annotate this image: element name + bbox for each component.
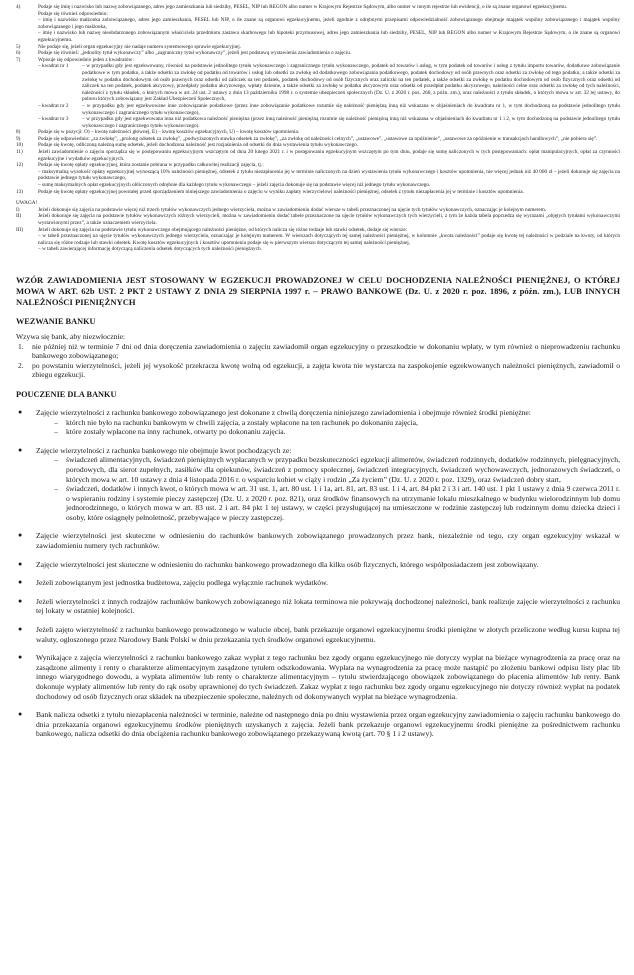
pouczenie-bullet — [16, 408, 620, 437]
dash-icon: – — [54, 417, 58, 427]
pouczenie-bullet — [16, 597, 620, 616]
uwaga-text: Jeżeli dokonuje się zajęcia na podstawie tytułów wykonawczych różnych wierzycieli, można w zawiadomieniu dodać tabele przeznaczone na ujęcie tytułów wykonawczych tych wierzycieli, z tym że każda tabela poprzedza się wyrazami „objętych tytułami wykonawczymi wystawionymi przez”, a także oznaczeniem wierzyciela. — [38, 213, 620, 226]
uwaga-number: I) — [16, 206, 20, 213]
sub-item — [36, 418, 620, 428]
footnote-text: Podaje się kwotę, odliczoną należną sumę odsetek, jeżeli dochodzona należność jest rozjaśnienia od odsetki do dnia wystawienia tytułu wykonawczego. — [38, 142, 359, 149]
bullet-text: Zajęcie wierzytelności z rachunku bankowego zobowiązanego jest dokonane z chwilą doręczenia niniejszego zawiadomienia i obejmuje również środki pieniężne: — [36, 407, 531, 417]
bullet-icon: ● — [18, 407, 23, 416]
bullet-icon: ● — [18, 559, 23, 568]
kwadrat-text: – w przypadku gdy jest egzekwowane inne zobowiązanie podatkowe (przez inne zobowiązanie podatkowe rozumie się należność pieniężną inną niż wskazana w objaśnieniach do kwadratu nr 1, w tym dochodzoną na podstawie jednolitego tytułu wykonawczego i zagranicznego tytułu wykonawczego), — [82, 102, 620, 116]
footnote-text: Podaje się kwotę opłaty egzekucyjnej, która zostanie pobrana w przypadku całkowitej realizacji zajęcia, tj.: — [38, 162, 264, 169]
wezwanie-section — [16, 332, 620, 380]
wezwanie-item — [16, 361, 620, 380]
document-page — [16, 4, 620, 739]
sub-item-text: świadczeń, dodatków i innych kwot, o których mowa w art. 31 ust. 1, art. 80 ust. 1 i 1a, art. 81, art. 83 ust. 1 i 4, art. 84 pkt 2 i 3 i art. 140 ust. 1 pkt 1 ustawy z dnia 9 czerwca 2011 r. o wspieraniu rodziny i systemie pieczy zastępczej (Dz. U. z 2020 r. poz. 821), oraz środków finansowych na utrzymanie lokalu mieszkalnego w budynku wielorodzinnym lub domu jednorodzinnego, o których mowa w art. 83 ust. 2 i art. 84 pkt 1 tej ustawy, w części przysługującej na umieszczone w rodzinie zastępczej lub rodzinnym domu dziecka dzieci i osoby, które osiągnęły pełnoletność, przebywające w pieczy zastępczej. — [66, 484, 620, 522]
bullet-text: Jeżeli zajęto wierzytelność z rachunku bankowego prowadzonego w walucie obcej, bank przekazuje organowi egzekucyjnemu środki pieniężne w złotych przeliczone według kursu kupna tej waluty, ogłoszonego przez Narodowy Bank Polski w dniu przekazania tych środków organowi egzekucyjnemu. — [36, 625, 620, 644]
footnote-text: Podaje się również: „jednolity tytuł wykonawczy” albo „zagraniczny tytuł wykonawczy”, jeżeli jest podstawą wystawienia zawiadomienia o zajęciu. — [38, 50, 352, 57]
footnote-number: 4) — [16, 4, 21, 10]
footnote-item — [16, 129, 620, 136]
footnote-number: 6) — [16, 50, 21, 57]
footnote-number: 12) — [16, 162, 23, 169]
pouczenie-bullet — [16, 531, 620, 550]
dash-icon: – — [54, 484, 58, 494]
footnote-text: Podaje się w pozycji: O) – kwotę należności głównej, E) – kwotę kosztów egzekucyjnych, U) – kwotę kosztów upomnienia. — [38, 129, 300, 136]
pouczenie-bullet — [16, 560, 620, 570]
bullet-icon: ● — [18, 653, 23, 662]
pouczenie-section — [16, 408, 620, 739]
bullet-text: Zajęcie wierzytelności jest skuteczne w odniesieniu do rachunków bankowych zobowiązanego prowadzonych przez bank, niezależnie od tego, czy organ egzekucyjny wskazał w zawiadomieniu numery tych rachunków. — [36, 531, 620, 551]
kwadrat-item — [16, 103, 620, 116]
sub-item — [36, 455, 620, 484]
uwaga-heading: UWAGA! — [16, 200, 38, 207]
kwadrat-item — [16, 63, 620, 103]
uwaga-subtext: – w tabeli zawierającej informację dotyczącą naliczenia odsetek dotyczących tych należności pieniężnych. — [38, 246, 262, 253]
footnote-item — [16, 50, 620, 57]
kwadrat-label: – kwadrat nr 1 — [38, 63, 69, 70]
bullet-icon: ● — [18, 578, 23, 587]
footnote-subtext: – imię i nazwisko lub nazwę nieobdarzonego zobowiązanym właściciela przedmiotu zastawu skarbowego lub hipoteki przymusowej, adres jego zamieszkania lub siedziby, PESEL, NIP lub REGON albo numer w Krajowym Rejestrze Sądowym, o ile znane są organowi egzekucyjnemu. — [38, 30, 620, 43]
pouczenie-bullet — [16, 625, 620, 644]
footnote-item — [16, 57, 620, 64]
footnote-number: 7) — [16, 56, 21, 63]
footnotes — [16, 4, 620, 253]
wezwanie-title: WEZWANIE BANKU — [16, 316, 96, 326]
footnote-number: 8) — [16, 129, 21, 136]
sub-item-text: świadczeń alimentacyjnych, świadczeń pieniężnych wypłacanych w przypadku bezskuteczności egzekucji alimentów, świadczeń rodzinnych, dodatków rodzinnych, pielęgnacyjnych, porodowych, dla sierot zupełnych, zasiłków dla opiekunów, świadczeń z pomocy społecznej, świadczeń integracyjnych, świadczeń wychowawczych, jednorazowych świadczeń, o których mowa w art. 10 ustawy z dnia 4 listopada 2016 r. o wsparciu kobiet w ciąży i rodzin „Za życiem” (Dz. U. z 2020 r. poz. 1329), oraz świadczeń dobry start, — [66, 455, 620, 484]
footnote-number: 9) — [16, 135, 21, 142]
footnote-text: Podaje się imię i nazwisko lub nazwę zobowiązanego, adres jego zamieszkania lub siedziby, PESEL, NIP lub REGON albo numer w Krajowym Rejestrze Sądowym, albo numer w innym rejestrze lub ewidencji, o ile są znane organowi egzekucyjnemu. — [38, 4, 568, 10]
bullet-text: Wynikające z zajęcia wierzytelności z rachunku bankowego zakaz wypłat z tego rachunku bez zgody organu egzekucyjnego nie dotyczy wypłat na bieżące wynagrodzenia za pracę oraz na zasądzone alimenty i renty o charakterze alimentacyjnym zasądzone tytułem odszkodowania. Wypłata na wynagrodzenia za pracę może nastąpić po złożeniu bankowi odpisu listy płac lib innego wiarygodnego dowodu, a wypłata alimentów lub renty o charakterze alimentacyjnym – tytułu stwierdzającego obowiązek zobowiązanego do płacenia alimentów lub renty. Bank dokonuje wypłaty alimentów lub renty do rąk osoby uprawnionej do tych świadczeń. Zakaz wypłat z tego rachunku bez zgody organu egzekucyjnego nie dotyczy również wypłat na podatek dochodowy od osób fizycznych oraz składek na ubezpieczenie społeczne, należnych od dokonywanych wypłat na bieżące wynagrodzenia. — [36, 653, 620, 701]
wezwanie-number: 1. — [18, 341, 24, 351]
bullet-text: Bank nalicza odsetki z tytułu niezapłacenia należności w terminie, należne od następnego dnia po dniu wystawienia przez organ egzekucyjny zawiadomienia o zajęciu rachunku bankowego do dnia przekazania organowi egzekucyjnemu środków pieniężnych uzyskanych z zajęcia. Jeżeli bank przekazuje organowi egzekucyjnemu środki pieniężne za pośrednictwem rachunku bankowego, nalicza odsetki do dnia obciążenia rachunku bankowego zobowiązanego przekazywaną kwotą (art. 70 § 1 i 2 ustawy). — [36, 710, 620, 739]
footnote-text: Podaje się odpowiednio: „za zwłokę”, „prolong odsetek za zwłokę”, „podwyższonych stawka odsetek za zwłokę”, „za zwłokę od należności celnych”, „ustawowe”, „ustawowe za opóźnienie”, „ustawowe za opóźnienie w transakcjach handlowych”, „nie pobiera się”. — [38, 135, 598, 142]
bullet-text: Zajęcie wierzytelności jest skuteczne w odniesieniu do rachunku bankowego prowadzonego dla kilku osób fizycznych, którego współposiadaczem jest zobowiązany. — [36, 559, 539, 569]
footnote-item — [16, 149, 620, 162]
pouczenie-bullet — [16, 578, 620, 588]
dash-icon: – — [54, 455, 58, 465]
footnote-item — [16, 162, 620, 169]
wezwanie-text: po powstaniu wierzytelności, jeżeli jej wysokość przekracza kwotę wolną od egzekucji, a zajęta kwota nie wystarcza na zaspokojenie egzekwowanych należności pieniężnych, zawiadomił o zbiegu egzekucji. — [32, 360, 620, 380]
footnote-number: 11) — [16, 149, 23, 156]
kwadrat-label: – kwadrat nr 3 — [38, 116, 69, 123]
uwaga-subtext: – w tabeli przeznaczonej na ujęcie tytułów wykonawczych jednego wierzyciela, oznaczając je kolejnym numerem. W wierszach dotyczących tej samej należności pieniężnej, w kolumnie „kwota należności” podaje się kwotę tej należności w podziale na kwoty, od których nalicza się różne rodzaje lub stawki odsetek. Kwotę kosztów egzekucyjnych i kosztów upomnienia podaje się w pierwszym wierszu dotyczącym tej samej należności pieniężnej, — [38, 233, 620, 246]
uwaga-number: II) — [16, 213, 22, 220]
footnote-number: 13) — [16, 188, 23, 195]
uwaga-text: Jeżeli dokonuje się zajęcia na podstawie tytułu wykonawczego obejmującego należności pieniężne, od których nalicza się różne rodzaje lub stawki odsetek, dodaje się wiersze: — [38, 226, 408, 233]
pouczenie-title: POUCZENIE DLA BANKU — [16, 389, 117, 399]
bullet-icon: ● — [18, 445, 23, 454]
pouczenie-bullet — [16, 446, 620, 523]
dash-icon: – — [54, 427, 58, 437]
footnote-number: 5) — [16, 43, 21, 50]
bullet-text: Jeżeli zobowiązanym jest jednostka budżetowa, zajęciu podlega wyłącznie rachunek wydatków. — [36, 578, 328, 588]
wezwanie-number: 2. — [18, 360, 24, 370]
sub-item-text: którch nie było na rachunku bankowym w chwili zajęcia, a zostały wpłacone na ten rachunek po dokonaniu zajęcia, — [66, 417, 418, 427]
wezwanie-text: nie później niż w terminie 7 dni od dnia doręczenia zawiadomienia o zajęciu zawiadomił organ egzekucyjny o przeszkodzie w dokonaniu wpłaty, w tym również o nieprowadzeniu rachunku bankowego zobowiązanego; — [32, 341, 620, 361]
footnote-subtext: – imię i nazwisko małżonka zobowiązanego, adres jego zamieszkania, PESEL lub NIP, o ile znane są organowi egzekucyjnemu, jeżeli zgodnie z odrębnymi przepisami odpowiedzialność zobowiązanego obejmuje majątek wspólny zobowiązanego i majątek wspólny zobowiązanego i jego małżonka, — [38, 17, 620, 30]
footnote-subtext: – sumę maksymalnych opłat egzekucyjnych obliczonych odrębnie dla każdego tytułu wykonawczego – jeżeli zajęcia dokonuje się na podstawie więcej niż jednego tytułu wykonawczego. — [38, 182, 431, 189]
footnote-subtext: – maksymalną wysokość opłaty egzekucyjnej wynoszącą 10% należności pieniężnej, odsetek z tytułu niezapłacenia jej w terminie naliczonych na dzień wystawienia tytułu wykonawczego i kosztów upomnienia, nie więcej jednak niż 40 000 zł – jeżeli dokonuje się zajęcia na podstawie jednego tytułu wykonawczego, — [38, 168, 620, 182]
bullet-icon: ● — [18, 625, 23, 634]
kwadrat-text: – w przypadku gdy jest egzekwowany, również na podstawie jednolitego tytułu wykonawczego i zagranicznego tytułu wykonawczego, podatek od towarów i usług, w tym podatek od towarów i usług z tytułu importu towarów, dodatkowe zobowiązanie podatkowe w tym podatku, a także odsetki za zwłokę od podatku od towarów i usług lub odsetki za zwłokę od dodatkowego zobowiązania podatkowego, podatek dochodowy od osób prawnych oraz odsetki za zwłokę od tego podatku, a także odsetki za zwłokę w podatku dochodowym od osób prawnych oraz odsetki od zaliczek na ten podatek, podatek dochodowy od osób fizycznych oraz zaliczki na ten podatek, a także odsetki za zwłokę w podatku dochodowym od osób fizycznych oraz odsetki od zaliczek na ten podatek, podatek akcyzowy, przedpłaty podatku akcyzowego, wpłaty dzienne, a także odsetki za zwłokę w podatku akcyzowym oraz odsetki od przedpłat podatku akcyzowego, należności celne oraz odsetki za zwłokę od tych należności, należności z tytułu składek, o których mowa w art. 24 ust. 2 ustawy z dnia 13 października 1998 r. o systemie ubezpieczeń społecznych (Dz. U. z 2020 r. poz. 266, z późn. zm.), oraz należności z tytułu składek, o których mowa w art. 32 tej ustawy, do poboru których zobowiązany jest Zakład Ubezpieczeń Społecznych, — [82, 63, 620, 103]
bullet-icon: ● — [18, 531, 23, 540]
wezwanie-item — [16, 342, 620, 361]
footnote-item — [16, 4, 620, 11]
footnote-text: Nie podaje się, jeżeli organ egzekucyjny nie nadaje numeru systemowego sprawie egzekucyjnej. — [38, 43, 241, 50]
footnote-subtext: Podaje się również odpowiednio: — [38, 10, 108, 17]
kwadrat-text: – w przypadku gdy jest egzekwowana inna niż podatkowa należność pieniężna (przez inną należność pieniężną rozumie się należność pieniężną inną niż wskazana w objaśnieniach do kwadratu nr 1 i 2, w tym dochodzoną na podstawie jednolitego tytułu wykonawczego i zagranicznego tytułu wykonawczego). — [82, 116, 620, 129]
bullet-icon: ● — [18, 710, 23, 719]
uwaga-number: III) — [16, 226, 23, 233]
kwadrat-label: – kwadrat nr 2 — [38, 102, 69, 109]
bullet-text: Jeżeli wierzytelności z innych rodzajów rachunków bankowych zobowiązanego niż lokata terminowa nie pokrywają dochodzonej należności, bank realizuje zajęcie wierzytelności z rachunku tej lokaty w ostatniej kolejności. — [36, 596, 620, 616]
kwadrat-item — [16, 116, 620, 129]
uwaga-item — [16, 207, 620, 214]
sub-item-text: które zostały wpłacone na inny rachunek, otwarty po dokonaniu zajęcia. — [66, 427, 286, 437]
sub-item — [36, 484, 620, 522]
bullet-text: Zajęcie wierzytelności z rachunku bankowego nie obejmuje kwot pochodzących ze: — [36, 445, 292, 455]
footnote-number: 10) — [16, 142, 23, 149]
wezwanie-intro: Wzywa się bank, aby niezwłocznie: — [16, 331, 126, 341]
footnote-item — [16, 142, 620, 149]
form-heading: WZÓR ZAWIADOMIENIA JEST STOSOWANY W EGZEKUCJI PROWADZONEJ W CELU DOCHODZENIA NALEŻNOŚCI PIENIĘŻNEJ, O KTÓREJ MOWA W ART. 62b UST. 2 PKT 2 USTAWY Z DNIA 29 SIERPNIA 1997 r. – PRAWO BANKOWE (Dz. U. z 2020 r. poz. 1896, z późn. zm.), LUB INNYCH NALEŻNOŚCI PIENIĘŻNYCH — [16, 274, 620, 307]
pouczenie-bullet — [16, 710, 620, 739]
sub-item — [36, 427, 620, 437]
uwaga-text: Jeżeli dokonuje się zajęcia na podstawie więcej niż trzech tytułów wykonawczych jednego wierzyciela, można w zawiadomieniu dodać wiersze w tabeli przeznaczonej na ujęcie tych tytułów wykonawczych, oznaczając je kolejnym numerem. — [38, 206, 547, 213]
footnote-item — [16, 44, 620, 51]
pouczenie-bullet — [16, 653, 620, 701]
footnote-item — [16, 189, 620, 196]
uwaga-item — [16, 227, 620, 234]
uwaga-item — [16, 213, 620, 226]
bullet-icon: ● — [18, 596, 23, 605]
footnote-text: Podaje się kwotę opłaty egzekucyjnej powstałej przed sporządzeniem niniejszego zawiadomienia o zajęciu w wyniku zapłaty wierzycielowi należności pieniężnej, odsetek z tytułu niezapłacenia jej w terminie i kosztów upomnienia. — [38, 188, 524, 195]
footnote-item — [16, 136, 620, 143]
footnote-text: Wpisuje się odpowiednio jeden z kwadratów: — [38, 56, 134, 63]
footnote-text: Jeżeli zawiadomienie o zajęciu sporządza się w postępowaniu egzekucyjnym wszczętym od dnia 20 lutego 2021 r. i w postępowaniu egzekucyjnym wszczętym po tym dniu, podaje się sumę naliczonych w tych postępowaniach: opłat manipulacyjnych, opłat za czynności egzekucyjne i wydatków egzekucyjnych. — [38, 149, 620, 162]
